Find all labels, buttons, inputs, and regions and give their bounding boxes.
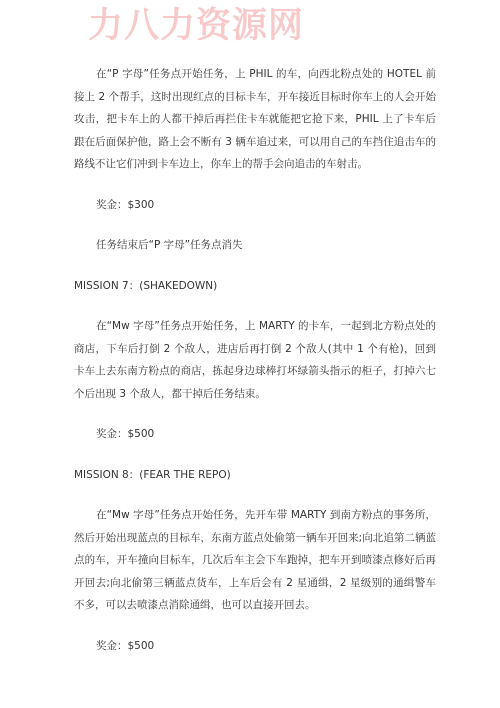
reward-mission8: 奖金：$500 xyxy=(96,639,155,652)
note-task-point-disappears: 任务结束后“P 字母”任务点消失 xyxy=(96,239,243,251)
paragraph-mission8-walkthrough: 在“Mw 字母”任务点开始任务，先开车带 MARTY 到南方粉点的事务所，然后开始出现蓝点的目标车，东南方蓝点处偷第一辆车开回来;向北追第二辆蓝点的车，开车撞向目标车，几次后车主会下车跑掉，把车开到喷漆点修好后再开回去;向北偷第三辆蓝点货车，上车后会有 2 星通缉，2 星级别的通缉警车不多，可以去喷漆点消除通缉，也可以直接开回去。 xyxy=(74,509,436,611)
document-body xyxy=(74,63,436,675)
mission7-heading: MISSION 7：(SHAKEDOWN) xyxy=(74,279,218,292)
paragraph-mission7-walkthrough: 在“Mw 字母”任务点开始任务，上 MARTY 的卡车，一起到北方粉点处的商店，下车后打倒 2 个敌人，进店后再打倒 2 个敌人(其中 1 个有枪)，回到卡车上去东南方粉点的商店，拣起身边球棒打坏绿箭头指示的柜子，打掉六七个后出现 3 个敌人，都干掉后任务结束。 xyxy=(74,320,436,400)
reward-mission7: 奖金：$500 xyxy=(96,428,155,440)
paragraph-mission6-walkthrough: 在“P 字母”任务点开始任务，上 PHIL 的车，向西北粉点处的 HOTEL 前接上 2 个帮手，这时出现红点的目标卡车，开车接近目标时你车上的人会开始攻击，把卡车上的人都干掉后再拦住卡车就能把它抢下来，PHIL 上了卡车后跟在后面保护他，路上会不断有 3 辆车追过来，可以用自己的车挡住追击车的路线不让它们冲到卡车边上，你车上的帮手会向追击的车射击。 xyxy=(74,68,436,170)
reward-mission6: 奖金：$300 xyxy=(96,198,155,211)
mission8-heading: MISSION 8：(FEAR THE REPO) xyxy=(74,468,231,481)
watermark: 力八力资源网 xyxy=(88,6,305,46)
